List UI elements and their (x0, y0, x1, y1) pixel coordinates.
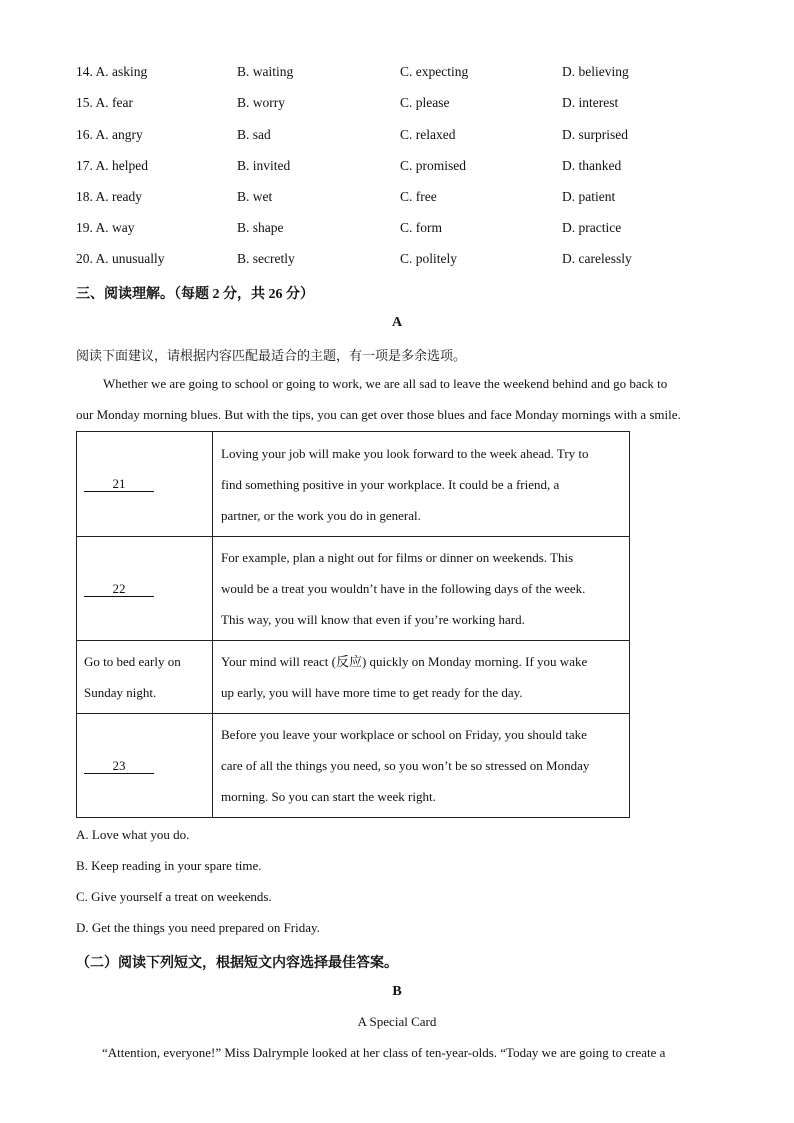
answer-blank[interactable]: 21 (84, 476, 154, 492)
option-a: 16. A. angry (76, 127, 143, 142)
option-c: C. please (400, 95, 450, 110)
option-a: 18. A. ready (76, 189, 142, 204)
tip-line: For example, plan a night out for films or dinner on weekends. This (221, 550, 574, 565)
option-b: B. sad (237, 127, 271, 142)
option-c: C. free (400, 189, 437, 204)
choice-item: A. Love what you do. (76, 827, 190, 842)
option-c: C. relaxed (400, 127, 456, 142)
tip-line: partner, or the work you do in general. (221, 507, 421, 523)
option-c: C. form (400, 220, 442, 235)
tip-cell (213, 432, 630, 537)
topic-blank-cell (77, 714, 213, 818)
matching-table (76, 431, 630, 818)
tip-cell (213, 641, 630, 714)
choice-item: D. Get the things you need prepared on Friday. (76, 920, 320, 935)
option-c: C. expecting (400, 64, 469, 79)
part-heading: （二）阅读下列短文，根据短文内容选择最佳答案。 (76, 956, 398, 971)
topic-cell (77, 641, 213, 714)
option-d: D. patient (562, 189, 616, 204)
option-d: D. practice (562, 220, 622, 235)
option-b: B. shape (237, 220, 284, 235)
option-d: D. believing (562, 64, 629, 79)
intro-paragraph-line: our Monday morning blues. But with the tips, you can get over those blues and face Monday mornings with a smile. (76, 407, 681, 422)
choice-item: B. Keep reading in your spare time. (76, 858, 262, 873)
option-a: 19. A. way (76, 220, 135, 235)
passage-letter: B (392, 984, 402, 999)
tip-line: Your mind will react (反应) quickly on Monday morning. If you wake (221, 654, 588, 669)
option-row (76, 220, 716, 240)
topic-blank-cell (77, 537, 213, 641)
option-b: B. waiting (237, 64, 294, 79)
option-d: D. surprised (562, 127, 628, 142)
table-row (77, 537, 630, 641)
instruction-text: 阅读下面建议，请根据内容匹配最适合的主题，有一项是多余选项。 (76, 348, 467, 363)
option-d: D. thanked (562, 158, 622, 173)
option-b: B. worry (237, 95, 285, 110)
topic-line: Go to bed early on (84, 654, 181, 669)
tip-cell (213, 537, 630, 641)
option-b: B. invited (237, 158, 291, 173)
table-row (77, 432, 630, 537)
tip-cell (213, 714, 630, 818)
passage-letter: A (391, 315, 403, 330)
tip-line: Before you leave your workplace or school on Friday, you should take (221, 727, 587, 742)
option-b: B. wet (237, 189, 273, 204)
option-row (76, 95, 716, 115)
option-c: C. promised (400, 158, 466, 173)
answer-blank[interactable]: 23 (84, 758, 154, 774)
option-a: 17. A. helped (76, 158, 148, 173)
tip-line: would be a treat you wouldn’t have in the following days of the week. (221, 581, 586, 596)
tip-line: morning. So you can start the week right. (221, 789, 436, 804)
tip-line: care of all the things you need, so you won’t be so stressed on Monday (221, 758, 590, 773)
passage-title: A Special Card (357, 1014, 437, 1029)
option-d: D. carelessly (562, 251, 632, 266)
option-a: 20. A. unusually (76, 251, 165, 266)
option-row (76, 189, 716, 209)
tip-line: find something positive in your workplace. It could be a friend, a (221, 476, 560, 492)
option-row (76, 127, 716, 147)
table-row (77, 714, 630, 818)
option-d: D. interest (562, 95, 619, 110)
option-row (76, 158, 716, 178)
tip-line: Loving your job will make you look forward to the week ahead. Try to (221, 445, 589, 461)
option-c: C. politely (400, 251, 457, 266)
choice-item: C. Give yourself a treat on weekends. (76, 889, 272, 904)
tip-line: up early, you will have more time to get ready for the day. (221, 685, 523, 700)
option-row (76, 64, 716, 84)
topic-line: Sunday night. (84, 685, 157, 700)
intro-paragraph-line: Whether we are going to school or going to work, we are all sad to leave the weekend behind and go back to (103, 376, 668, 391)
table-row (77, 641, 630, 714)
answer-blank[interactable]: 22 (84, 581, 154, 597)
option-b: B. secretly (237, 251, 295, 266)
passage-first-line: “Attention, everyone!” Miss Dalrymple looked at her class of ten-year-olds. “Today we are going to create a (102, 1045, 666, 1060)
topic-blank-cell (77, 432, 213, 537)
option-a: 14. A. asking (76, 64, 148, 79)
tip-line: This way, you will know that even if you’re working hard. (221, 612, 525, 627)
option-row (76, 251, 716, 271)
option-a: 15. A. fear (76, 95, 133, 110)
section-heading: 三、阅读理解。（每题 2 分，共 26 分） (76, 287, 314, 302)
